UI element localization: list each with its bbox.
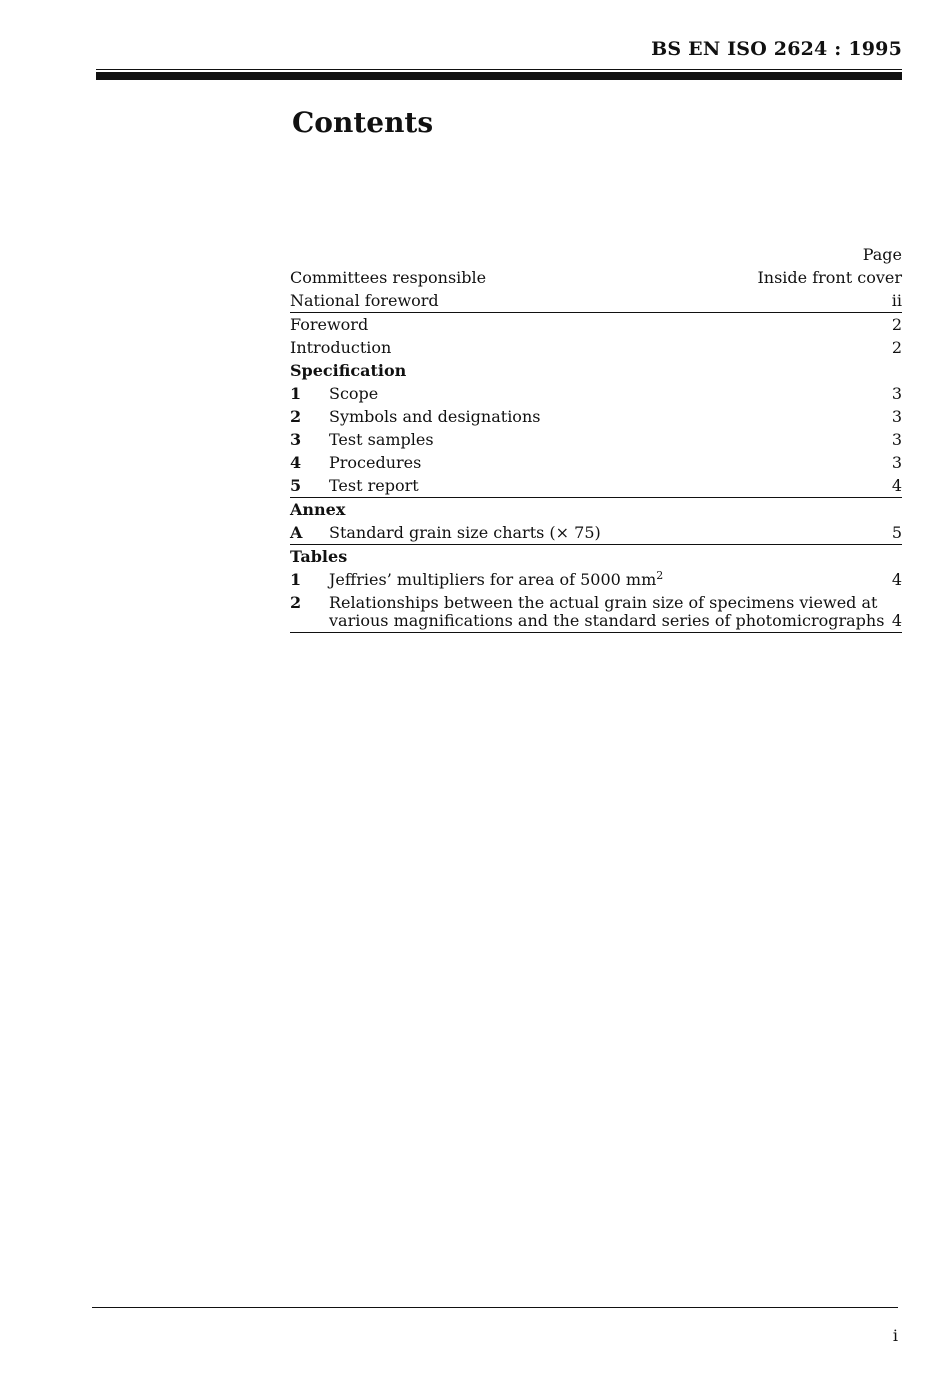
toc-entry-clause-4[interactable]: 4 Procedures 3	[290, 453, 902, 472]
footer-rule	[92, 1307, 898, 1308]
document-code: BS EN ISO 2624 : 1995	[651, 38, 902, 60]
table-2-title-line-1: Relationships between the actual grain size of specimens viewed at	[329, 593, 878, 612]
page-title: Contents	[292, 106, 434, 139]
toc-entry-clause-2[interactable]: 2 Symbols and designations 3	[290, 407, 902, 426]
toc-section-heading-specification: Specification	[290, 361, 407, 380]
toc-entry-table-2[interactable]: 2 Relationships between the actual grain size of specimens viewed at various magnifications and the standard series of photomicrographs 4	[290, 591, 902, 633]
toc-entry-foreword[interactable]: Foreword 2	[290, 315, 902, 334]
header-rule-thick	[96, 72, 902, 80]
toc-section-heading-annex: Annex	[290, 500, 346, 519]
header-rule-thin	[96, 69, 902, 70]
toc-entry-table-1[interactable]: 1 Jeffries’ multipliers for area of 5000 $mm^2$ 4	[290, 569, 902, 589]
toc-entry-introduction[interactable]: Introduction 2	[290, 338, 902, 357]
table-1-title: Jeffries’ multipliers for area of 5000 mm	[329, 570, 657, 589]
toc-entry-national-foreword[interactable]: National foreword ii	[290, 289, 902, 313]
page-number: i	[892, 1326, 898, 1345]
toc-entry-annex-a[interactable]: A Standard grain size charts (× 75) 5	[290, 521, 902, 545]
toc-entry-clause-1[interactable]: 1 Scope 3	[290, 384, 902, 403]
toc-entry-clause-5[interactable]: 5 Test report 4	[290, 474, 902, 498]
table-1-superscript: 2	[656, 569, 664, 582]
toc-entry-clause-3[interactable]: 3 Test samples 3	[290, 430, 902, 449]
toc-page-column-label: Page	[862, 245, 902, 264]
toc-section-heading-tables: Tables	[290, 547, 348, 566]
toc-entry-committees[interactable]: Committees responsible Inside front cover	[290, 268, 902, 287]
table-of-contents	[290, 243, 902, 633]
table-2-title-line-2: various magnifications and the standard series of photomicrographs	[329, 611, 885, 630]
